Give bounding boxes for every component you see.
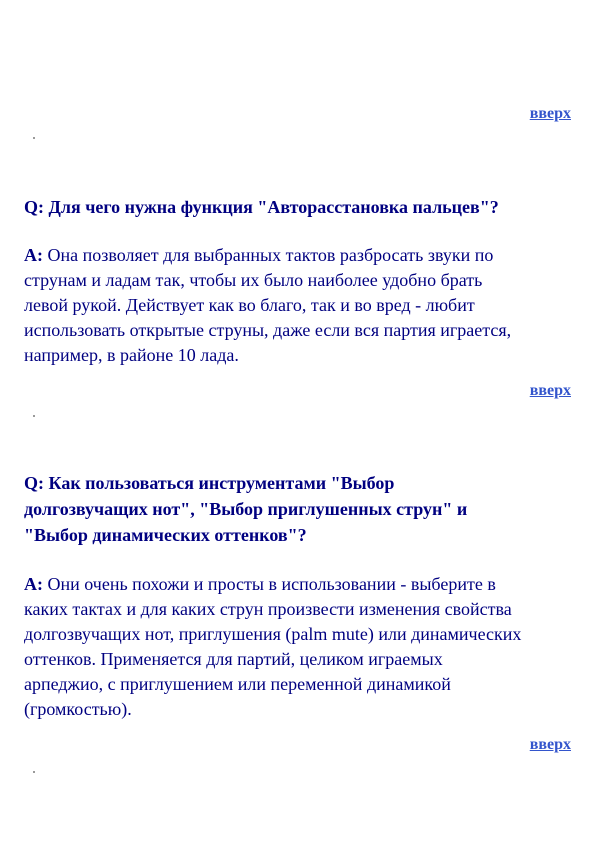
answer-line: левой рукой. Действует как во благо, так и во вред - любит [24,295,475,315]
answer-text: Они очень похожи и просты в использовании - выберите в [47,574,496,594]
answer-1 [24,243,584,368]
answer-prefix: A: [24,574,43,594]
answer-line: использовать открытые струны, даже если вся партия играется, [24,320,512,340]
answer-line: (громкостью). [24,699,132,719]
answer-line: например, в районе 10 лада. [24,345,239,365]
separator-dot [33,137,35,139]
answer-line [24,572,584,597]
question-prefix: Q: [24,197,44,217]
question-text: Для чего нужна функция "Авторасстановка пальцев"? [48,197,499,217]
answer-text: Она позволяет для выбранных тактов разбросать звуки по [47,245,494,265]
question-2 [24,470,572,548]
answer-line: оттенков. Применяется для партий, целиком играемых [24,649,443,669]
answer-line: струнам и ладам так, чтобы их было наиболее удобно брать [24,270,483,290]
answer-line: долгозвучащих нот, приглушения (palm mute) или динамических [24,624,522,644]
back-to-top-link[interactable]: вверх [529,105,571,122]
question-1 [24,194,572,220]
separator-dot [33,415,35,417]
back-to-top-link[interactable]: вверх [529,736,571,753]
question-text: Как пользоваться инструментами "Выбор [48,473,395,493]
question-prefix: Q: [24,473,44,493]
separator-dot [33,771,35,773]
answer-prefix: A: [24,245,43,265]
back-to-top-link[interactable]: вверх [529,382,571,399]
answer-line: каких тактах и для каких струн произвести изменения свойства [24,599,512,619]
question-line: долгозвучащих нот", "Выбор приглушенных струн" и [24,499,468,519]
answer-2 [24,572,584,722]
answer-line [24,243,584,268]
answer-line: арпеджио, с приглушением или переменной динамикой [24,674,451,694]
question-line [24,470,572,496]
question-line: "Выбор динамических оттенков"? [24,525,307,545]
question-line [24,194,572,220]
